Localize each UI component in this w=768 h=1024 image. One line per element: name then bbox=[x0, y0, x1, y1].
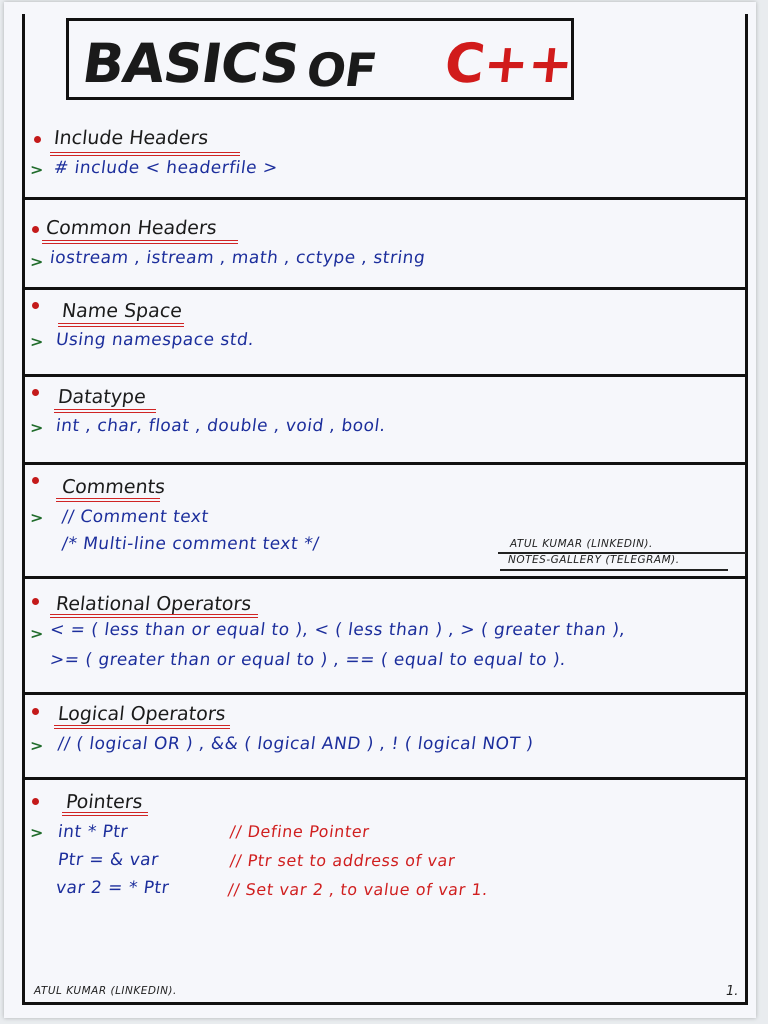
bullet-dot bbox=[32, 226, 39, 233]
section-line: >= ( greater than or equal to ) , == ( equal to equal to ). bbox=[48, 650, 568, 670]
section-heading: Logical Operators bbox=[56, 703, 227, 725]
page-number: 1. bbox=[726, 984, 739, 999]
section-line: < = ( less than or equal to ), < ( less than ) , > ( greater than ), bbox=[48, 620, 627, 640]
bullet-dot bbox=[32, 598, 39, 605]
arrow-icon: > bbox=[30, 160, 44, 179]
section-divider bbox=[22, 287, 748, 290]
title-basics: BASICS bbox=[78, 32, 303, 95]
pointer-code-line: var 2 = * Ptr bbox=[54, 878, 171, 898]
section-heading: Pointers bbox=[64, 791, 144, 813]
section-divider bbox=[22, 462, 748, 465]
section-line: int , char, float , double , void , bool. bbox=[54, 416, 387, 436]
pointer-comment: // Set var 2 , to value of var 1. bbox=[226, 880, 490, 899]
heading-underline bbox=[54, 409, 156, 413]
bullet-dot bbox=[32, 302, 39, 309]
heading-underline bbox=[56, 498, 160, 502]
pointer-comment: // Define Pointer bbox=[228, 822, 371, 841]
title-cpp: C++ bbox=[441, 32, 576, 95]
title-box bbox=[66, 18, 574, 100]
heading-underline bbox=[42, 240, 238, 244]
section-divider bbox=[22, 197, 748, 200]
section-heading: Comments bbox=[60, 476, 167, 498]
section-divider bbox=[22, 576, 748, 579]
section-line: // ( logical OR ) , && ( logical AND ) , ! ( logical NOT ) bbox=[56, 734, 535, 754]
arrow-icon: > bbox=[30, 736, 44, 755]
section-heading: Relational Operators bbox=[54, 593, 253, 615]
section-line: // Comment text bbox=[60, 507, 210, 527]
arrow-icon: > bbox=[30, 252, 44, 271]
heading-underline bbox=[54, 725, 230, 729]
section-line: iostream , istream , math , cctype , string bbox=[48, 248, 427, 268]
arrow-icon: > bbox=[30, 508, 44, 527]
heading-underline bbox=[50, 152, 240, 156]
heading-underline bbox=[62, 812, 148, 816]
bullet-dot bbox=[32, 477, 39, 484]
heading-underline bbox=[50, 614, 258, 618]
section-heading: Include Headers bbox=[52, 127, 210, 149]
section-line: /* Multi-line comment text */ bbox=[60, 534, 321, 554]
bullet-dot bbox=[32, 708, 39, 715]
pointer-comment: // Ptr set to address of var bbox=[228, 851, 457, 870]
bullet-dot bbox=[34, 136, 41, 143]
pointer-code-line: Ptr = & var bbox=[56, 850, 160, 870]
bullet-dot bbox=[32, 389, 39, 396]
credit-rule bbox=[500, 569, 728, 571]
heading-underline bbox=[58, 323, 184, 327]
bullet-dot bbox=[32, 798, 39, 805]
section-heading: Name Space bbox=[60, 300, 184, 322]
page-border-right bbox=[745, 14, 748, 1004]
section-divider bbox=[22, 374, 748, 377]
section-divider bbox=[22, 692, 748, 695]
section-heading: Common Headers bbox=[44, 217, 218, 239]
arrow-icon: > bbox=[30, 332, 44, 351]
section-divider bbox=[22, 777, 748, 780]
footer-credit: ATUL KUMAR (LINKEDIN). bbox=[34, 985, 177, 997]
section-line: # include < headerfile > bbox=[52, 158, 279, 178]
title-of: OF bbox=[303, 43, 380, 97]
section-line: Using namespace std. bbox=[54, 330, 256, 350]
page-border-bottom bbox=[22, 1002, 748, 1005]
arrow-icon: > bbox=[30, 624, 44, 643]
credit-telegram: NOTES-GALLERY (TELEGRAM). bbox=[508, 554, 680, 566]
section-heading: Datatype bbox=[56, 386, 147, 408]
arrow-icon: > bbox=[30, 418, 44, 437]
arrow-icon: > bbox=[30, 823, 44, 842]
credit-linkedin: ATUL KUMAR (LINKEDIN). bbox=[510, 538, 653, 550]
page-border-left bbox=[22, 14, 25, 1004]
pointer-code-line: int * Ptr bbox=[56, 822, 130, 842]
